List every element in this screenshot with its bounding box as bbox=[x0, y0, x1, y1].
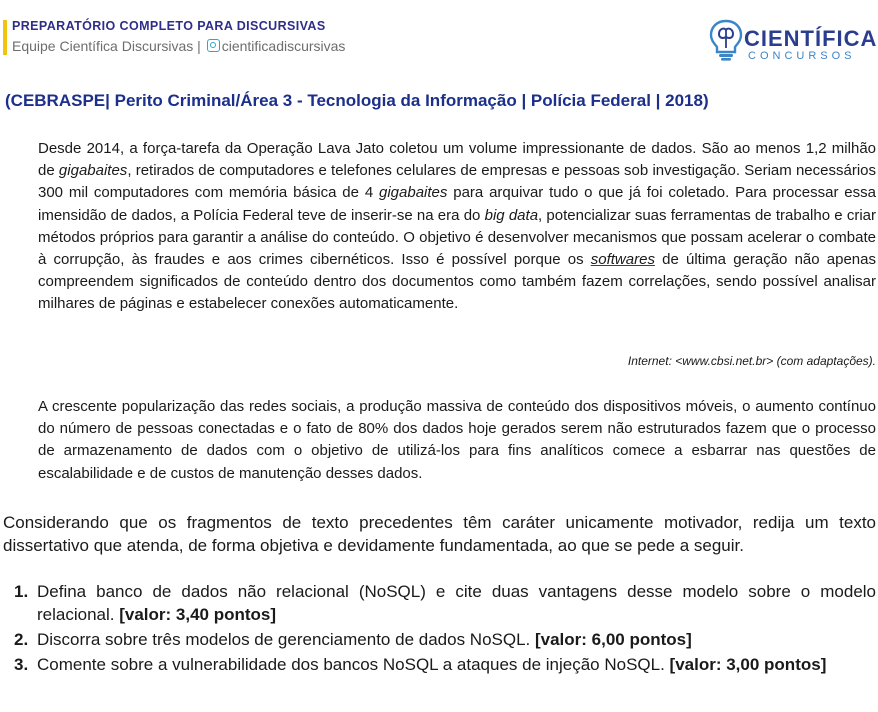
item-text: Comente sobre a vulnerabilidade dos bancos NoSQL a ataques de injeção NoSQL. bbox=[37, 655, 670, 674]
lightbulb-brain-icon bbox=[708, 18, 744, 62]
header-title: PREPARATÓRIO COMPLETO PARA DISCURSIVAS bbox=[12, 19, 326, 33]
item-value: [valor: 6,00 pontos] bbox=[534, 630, 692, 649]
header-team: Equipe Científica Discursivas | bbox=[12, 38, 201, 54]
prompt-text: Considerando que os fragmentos de texto precedentes têm caráter unicamente motivador, redija um texto dissertativo que atenda, de forma objetiva e devidamente fundamentada, ao que se pede a seguir. bbox=[3, 513, 876, 555]
item-number: 2. bbox=[14, 630, 29, 649]
header-instagram-handle[interactable]: cientificadiscursivas bbox=[221, 38, 346, 54]
item-value: [valor: 3,40 pontos] bbox=[119, 605, 277, 624]
header-subtitle bbox=[12, 38, 345, 54]
list-item bbox=[0, 580, 876, 626]
item-value: [valor: 3,00 pontos] bbox=[669, 655, 827, 674]
item-text: Discorra sobre três modelos de gerenciamento de dados NoSQL. bbox=[37, 630, 535, 649]
logo-wordmark: CIENTÍFICA bbox=[744, 26, 878, 51]
list-item bbox=[0, 653, 876, 676]
header-accent-bar bbox=[3, 20, 7, 55]
text1-part-d: gigabaites bbox=[379, 184, 448, 202]
text1-part-h: softwares bbox=[590, 251, 655, 269]
item-number: 3. bbox=[14, 655, 29, 674]
item-number: 1. bbox=[14, 582, 29, 601]
text1-part-b: gigabaites bbox=[58, 162, 128, 180]
text1-part-g: , potencializar suas ferramentas de trabalho e criar métodos próprios para garantir a análise do conteúdo. O objetivo é desenvolver mecanismos que possam acelerar o combate à corrupção, às fraudes e aos crimes cibernéticos. Isso é possível porque os bbox=[38, 206, 876, 269]
task-list bbox=[0, 580, 876, 678]
text1-part-a: Desde 2014, a força-tarefa da Operação Lava Jato coletou um volume impressionante de dados. São ao menos 1,2 milhão de bbox=[38, 140, 876, 180]
motivating-text-1 bbox=[38, 138, 876, 316]
logo-subtitle: CONCURSOS bbox=[748, 50, 856, 62]
text1-part-e: para arquivar tudo o que já foi coletado. Para processar essa imensidão de dados, a Polícia Federal teve de inserir-se na era do bbox=[38, 184, 876, 224]
motivating-text-2: A crescente popularização das redes sociais, a produção massiva de conteúdo dos dispositivos móveis, o aumento contínuo do número de pessoas conectadas e o fato de 80% dos dados hoje gerados serem não estruturados fazem que o processo de armazenamento de dados com o objetivo de utilizá-los para fins analíticos comece a esbarrar nas questões de escalabilidade e de custos de manutenção desses dados. bbox=[38, 398, 876, 482]
text1-source: Internet: <www.cbsi.net.br> (com adaptações). bbox=[627, 354, 876, 368]
brand-logo bbox=[708, 14, 878, 70]
list-item bbox=[0, 628, 876, 651]
text1-part-f: big data bbox=[484, 206, 539, 224]
item-text: Defina banco de dados não relacional (NoSQL) e cite duas vantagens desse modelo sobre o modelo relacional. bbox=[37, 582, 876, 624]
instagram-icon bbox=[207, 39, 220, 52]
text1-part-i: de última geração não apenas compreendem significados de conteúdo dentro dos documentos como também fazem correlações, sendo possível analisar milhares de páginas e estabelecer conexões automaticamente. bbox=[38, 251, 876, 313]
question-title: (CEBRASPE| Perito Criminal/Área 3 - Tecnologia da Informação | Polícia Federal | 2018) bbox=[5, 91, 709, 110]
text1-part-c: , retirados de computadores e telefones celulares de empresas e pessoas sob investigação. Seriam necessários 300 mil computadores com memória básica de 4 bbox=[38, 162, 877, 202]
